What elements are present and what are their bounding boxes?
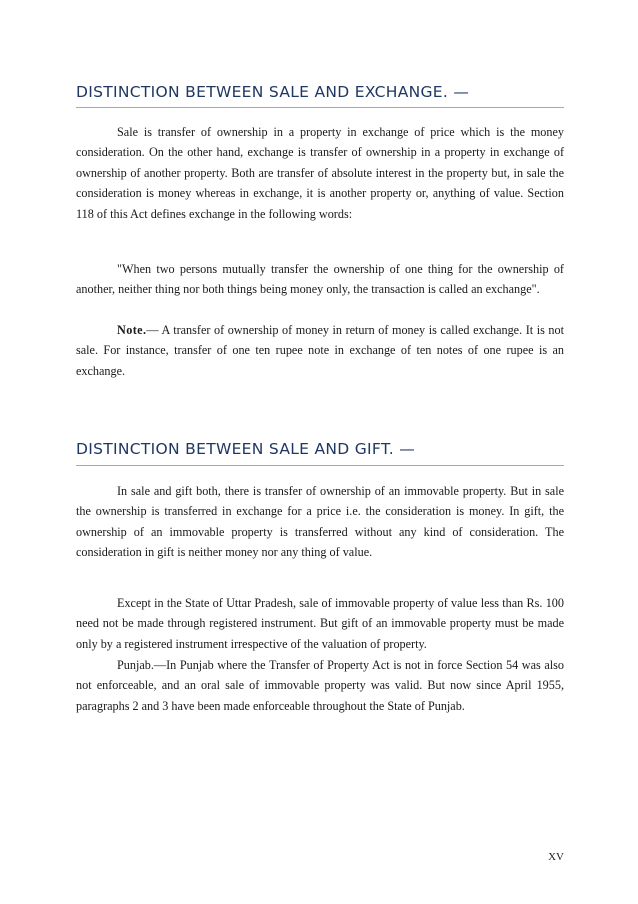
paragraph-sale-vs-gift: In sale and gift both, there is transfer of ownership of an immovable property. But in sale the ownership is transferred in exchange for a price i.e. the consideration is money. In gift, the ownership of an immovable property is transferred without any kind of consideration. The consideration in gift is neither money nor any thing of value. [76, 484, 564, 560]
note-text: — A transfer of ownership of money in return of money is called exchange. It is not sale. For instance, transfer of one ten rupee note in exchange of ten notes of one rupee is an exchange. [76, 323, 564, 378]
paragraph-sale-vs-exchange: Sale is transfer of ownership in a property in exchange of price which is the money consideration. On the other hand, exchange is transfer of ownership in a property in exchange of ownership of another property. Both are transfer of absolute interest in the property but, in sale the consideration is money whereas in exchange, it is another property or, anything of value. Section 118 of this Act defines exchange in the following words: [76, 125, 564, 221]
paragraph-punjab: Punjab.—In Punjab where the Transfer of Property Act is not in force Section 54 was also not enforceable, and an oral sale of immovable property was valid. But now since April 1955, paragraphs 2 and 3 have been made enforceable throughout the State of Punjab. [76, 658, 564, 713]
note-paragraph [76, 320, 564, 381]
heading-underline-gift [76, 465, 564, 466]
section-heading-gift: DISTINCTION BETWEEN SALE AND GIFT. — [76, 440, 416, 458]
paragraph-registration: Except in the State of Uttar Pradesh, sale of immovable property of value less than Rs. 100 need not be made through registered instrument. But gift of an immovable property must be made only by a registered instrument irrespective of the valuation of property. [76, 596, 564, 651]
section-heading-exchange: DISTINCTION BETWEEN SALE AND EXCHANGE. — [76, 83, 470, 101]
page-number: XV [548, 851, 564, 863]
note-label: Note. [117, 323, 147, 337]
heading-underline-exchange [76, 107, 564, 108]
paragraph-exchange-definition: "When two persons mutually transfer the ownership of one thing for the ownership of another, neither thing nor both things being money only, the transaction is called an exchange". [76, 262, 564, 297]
